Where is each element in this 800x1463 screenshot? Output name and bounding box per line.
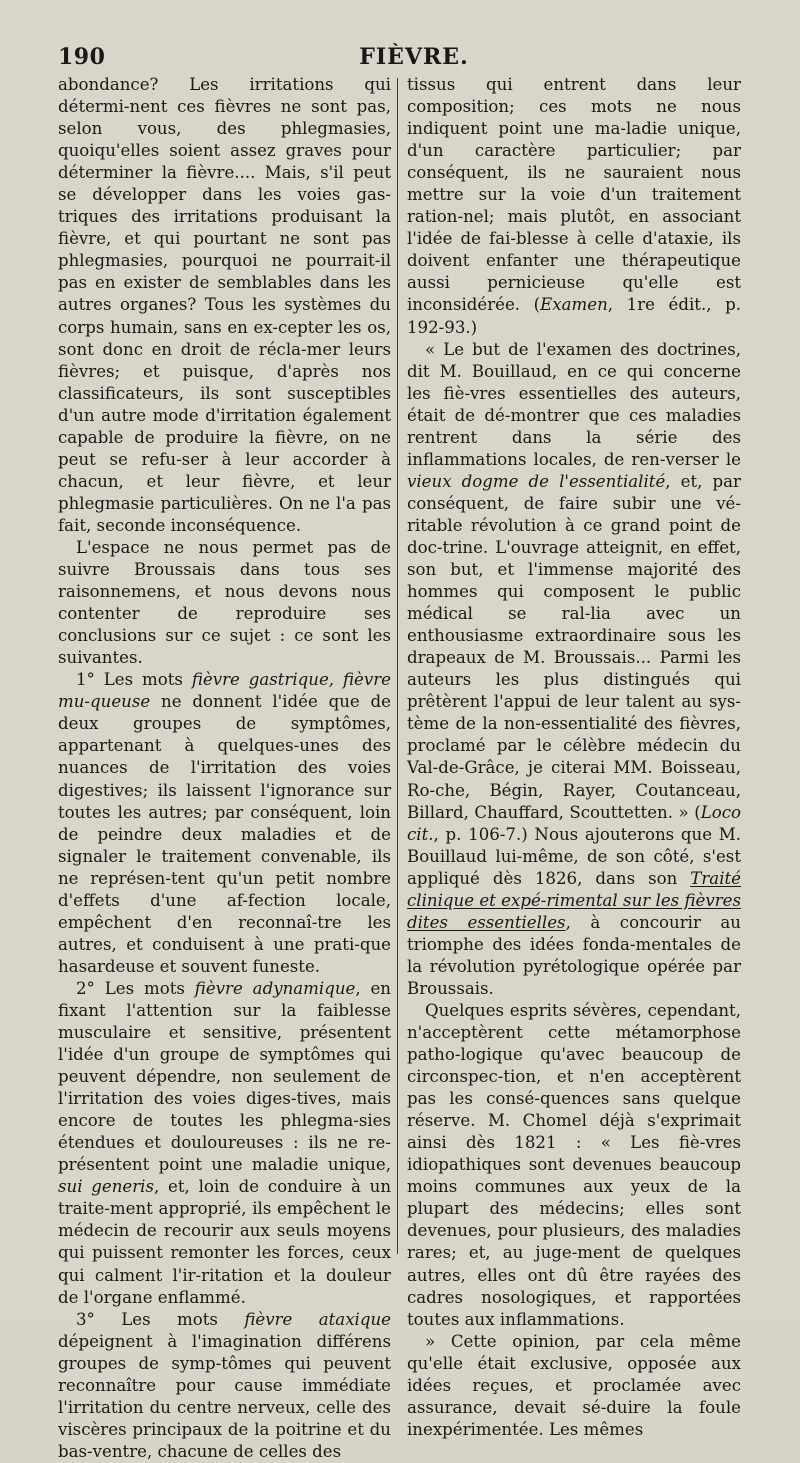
paragraph (407, 74, 741, 339)
paragraph: » Cette opinion, par cela même qu'elle était exclusive, opposée aux idées reçues, et proclamée avec assurance, devait sé-duire la foule inexpérimentée. Les mêmes (407, 1331, 741, 1439)
right-column (407, 74, 741, 1441)
paragraph (58, 978, 391, 1309)
paragraph: L'espace ne nous permet pas de suivre Broussais dans tous ses raisonnemens, et nous devons nous contenter de reproduire ses conclusions sur ce sujet : ce sont les suivantes. (58, 537, 391, 668)
text-run: 1° Les mots (76, 670, 192, 690)
text-run: 2° Les mots (76, 978, 195, 998)
paragraph (58, 669, 391, 978)
text-run: , en fixant l'attention sur la faiblesse musculaire et sensitive, présentent l'idée d'un groupe de symptômes qui peuvent dépendre, non seulement de l'irritation des voies diges-tives, mais encore de toutes les phlegma-sies étendues et douloureuses : ils ne re-présentent point une maladie unique, (58, 978, 391, 1175)
italic-term: fièvre ataxique (244, 1309, 391, 1329)
italic-term: fièvre adynamique (194, 978, 356, 998)
paragraph: abondance? Les irritations qui détermi-nent ces fièvres ne sont pas, selon vous, des phlegmasies, quoiqu'elles soient assez graves pour déterminer la fièvre.... Mais, s'il peut se développer dans les voies gas-triques des irritations produisant la fièvre, et qui pourtant ne sont pas phlegmasies, pourquoi ne pourrait-il pas en exister de semblables dans les autres organes? Tous les systèmes du corps humain, sans en ex-cepter les os, sont donc en droit de récla-mer leurs fièvres; et puisque, d'après nos classificateurs, ils sont susceptibles d'un autre mode d'irritation également capable de produire la fièvre, on ne peut se refu-ser à leur accorder à chacun, et leur fièvre, et leur phlegmasie particulières. On ne l'a pas fait, seconde inconséquence. (58, 75, 391, 535)
left-column (58, 74, 391, 1463)
italic-citation: Examen (540, 295, 608, 315)
column-divider (397, 78, 398, 1254)
text-run: ne donnent l'idée que de deux groupes de symptômes, appartenant à quelques-unes des nuances de l'irritation des voies digestives; ils laissent l'ignorance sur toutes les autres; par conséquent, loin de peindre deux maladies et de signaler le traitement convenable, ils ne représen-tent qu'un petit nombre d'effets d'une af-fection locale, empêchent d'en reconnaî-tre les autres, et conduisent à une prati-que hasardeuse et souvent funeste. (58, 692, 391, 976)
italic-book-title: Traité clinique et expé-rimental sur les fièvres dites essentielles (407, 868, 741, 932)
paragraph (407, 339, 741, 1000)
text-run: « Le but de l'examen des doctrines, dit M. Bouillaud, en ce qui concerne les fiè-vres essentielles des auteurs, était de dé-montrer que ces maladies rentrent dans la série des inflammations locales, de ren-verser le (407, 339, 741, 469)
text-run: , 1re édit., p. 192-93.) (407, 295, 741, 337)
italic-term: fièvre gastrique, fièvre mu-queuse (58, 670, 391, 712)
text-run: , et, par conséquent, de faire subir une vé-ritable révolution à ce grand point de doc-trine. L'ouvrage atteignit, en effet, son but, et l'immense majorité des hommes qui composent le public médical se ral-lia avec un enthousiasme extraordinaire sous les drapeaux de M. Broussais... Parmi les auteurs les plus distingués qui prêtèrent l'appui de leur talent au sys-tème de la non-essentialité des fièvres, proclamé par le célèbre médecin du Val-de-Grâce, je citerai MM. Boisseau, Ro-che, Bégin, Rayer, Coutanceau, Billard, Chauffard, Scouttetten. » ( (407, 471, 741, 822)
paragraph (58, 1309, 391, 1463)
running-title: FIÈVRE. (359, 44, 469, 70)
paragraph: Quelques esprits sévères, cependant, n'acceptèrent cette métamorphose patho-logique qu'avec beaucoup de circonspec-tion, et n'en acceptèrent pas les consé-quences sans quelque réserve. M. Chomel déjà s'exprimait ainsi dès 1821 : « Les fiè-vres idiopathiques sont devenues beaucoup moins communes aux yeux de la plupart des médecins; elles sont devenues, pour plusieurs, des maladies rares; et, au juge-ment de quelques autres, elles ont dû être rayées des cadres nosologiques, et rapportées toutes aux inflammations. (407, 1000, 741, 1329)
italic-citation: Loco cit. (407, 802, 741, 844)
text-run: , p. 106-7.) Nous ajouterons que M. Bouillaud lui-même, de son côté, s'est appliqué dès 1826, dans son (407, 824, 741, 888)
text-run: tissus qui entrent dans leur composition; ces mots ne nous indiquent point une ma-ladie unique, d'un caractère particulier; par conséquent, ils ne sauraient nous mettre sur la voie d'un traitement ration-nel; mais plutôt, en associant l'idée de fai-blesse à celle d'ataxie, ils doivent enfanter une thérapeutique aussi pernicieuse qu'elle est inconsidérée. ( (407, 75, 741, 315)
text-run: dépeignent à l'imagination différens groupes de symp-tômes qui peuvent reconnaître pour cause immédiate l'irritation du centre nerveux, celle des viscères principaux de la poitrine et du bas-ventre, chacune de celles des (58, 1331, 391, 1461)
italic-term: sui generis (58, 1177, 154, 1197)
italic-term: vieux dogme de l'essentialité (407, 471, 666, 491)
page-number: 190 (58, 44, 106, 70)
text-run: 3° Les mots (76, 1309, 245, 1329)
text-run: , à concourir au triomphe des idées fonda-mentales de la révolution pyrétologique opérée par Broussais. (407, 912, 741, 998)
page-header (58, 44, 770, 74)
text-run: , et, loin de conduire à un traite-ment approprié, ils empêchent le médecin de recourir aux seuls moyens qui puissent remonter les forces, ceux qui calment l'ir-ritation et la douleur de l'organe enflammé. (58, 1177, 391, 1307)
